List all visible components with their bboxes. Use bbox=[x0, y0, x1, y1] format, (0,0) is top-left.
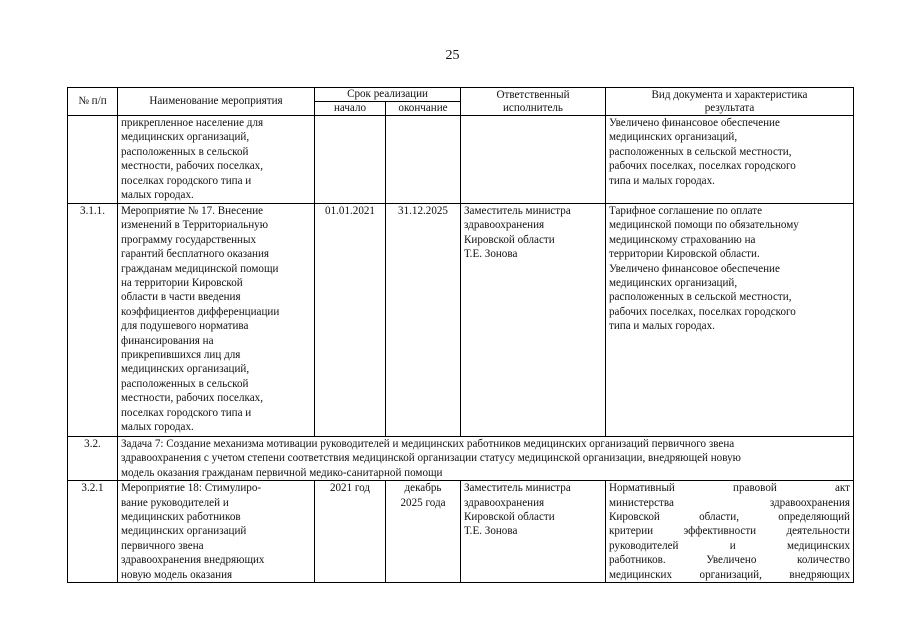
header-document-line2: результата bbox=[704, 101, 755, 114]
header-document-line1: Вид документа и характеристика bbox=[651, 88, 808, 101]
header-number: № п/п bbox=[68, 88, 118, 116]
header-end: окончание bbox=[386, 102, 461, 116]
text-line: Кировской области, определяющий bbox=[609, 511, 850, 524]
text-line: Увеличено финансовое обеспечение bbox=[609, 117, 780, 129]
result-cell bbox=[606, 481, 854, 583]
task-row bbox=[68, 437, 854, 481]
responsible-cell bbox=[461, 481, 606, 583]
header-responsible bbox=[461, 88, 606, 116]
text-line: Заместитель министра bbox=[464, 482, 571, 495]
text-line: области в части введения bbox=[121, 291, 241, 304]
text-line: прикрепленное население для bbox=[121, 117, 264, 129]
text-line: медицинских организаций, bbox=[609, 131, 738, 144]
text-line: Заместитель министра bbox=[464, 205, 571, 217]
measures-table bbox=[67, 87, 854, 583]
text-line: руководителей и медицинских bbox=[609, 539, 850, 552]
text-line: рабочих поселках, поселках городского bbox=[609, 305, 796, 318]
text-line: территории Кировской области. bbox=[609, 248, 760, 261]
text-line: малых городах. bbox=[121, 189, 194, 202]
header-period: Срок реализации bbox=[315, 88, 461, 102]
result-cell bbox=[606, 204, 854, 437]
text-line: Тарифное соглашение по оплате bbox=[609, 205, 763, 217]
text-line: на территории Кировской bbox=[121, 277, 243, 290]
text-line: министерства здравоохранения bbox=[609, 496, 850, 509]
text-line: медицинских организаций, bbox=[121, 363, 250, 376]
text-line: здравоохранения bbox=[464, 496, 545, 509]
start-date-cell: 01.01.2021 bbox=[315, 204, 386, 437]
responsible-cell bbox=[461, 116, 606, 204]
text-line: медицинских организаций, bbox=[121, 131, 250, 144]
text-line: Т.Е. Зонова bbox=[464, 525, 518, 538]
responsible-cell bbox=[461, 204, 606, 437]
text-line: поселках городского типа и bbox=[121, 406, 252, 419]
text-line: малых городах. bbox=[121, 421, 194, 434]
text-line: Мероприятие № 17. Внесение bbox=[121, 205, 264, 217]
row-number: 3.2. bbox=[68, 437, 118, 481]
text-line: модель оказания гражданам первичной медико-санитарной помощи bbox=[121, 466, 443, 479]
activity-name-cell bbox=[118, 481, 315, 583]
text-line: медицинских организаций, bbox=[609, 277, 738, 290]
text-line: коэффициентов дифференциации bbox=[121, 305, 280, 318]
text-line: Кировской области bbox=[464, 511, 555, 524]
text-line: медицинских организаций bbox=[121, 525, 247, 538]
text-line: здравоохранения внедряющих bbox=[121, 554, 265, 567]
text-line: работников. Увеличено количество bbox=[609, 554, 850, 567]
text-line: типа и малых городах. bbox=[609, 174, 715, 187]
text-line: расположенных в сельской местности, bbox=[609, 291, 792, 304]
row-number: 3.1.1. bbox=[68, 204, 118, 437]
text-line: программу государственных bbox=[121, 233, 256, 246]
text-line: гражданам медицинской помощи bbox=[121, 262, 279, 275]
text-line: медицинских работников bbox=[121, 511, 241, 524]
text-line: Нормативный правовой акт bbox=[609, 482, 850, 495]
text-line: Увеличено финансовое обеспечение bbox=[609, 262, 780, 275]
text-line: критерии эффективности деятельности bbox=[609, 525, 850, 538]
start-date-cell bbox=[315, 116, 386, 204]
row-number bbox=[68, 116, 118, 204]
text-line: декабрь bbox=[404, 482, 442, 495]
text-line: Задача 7: Создание механизма мотивации руководителей и медицинских работников медицинских организаций первичного звена bbox=[121, 438, 735, 450]
text-line: рабочих поселках, поселках городского bbox=[609, 160, 796, 173]
text-line: медицинской помощи по обязательному bbox=[609, 219, 799, 232]
header-document-result bbox=[606, 88, 854, 116]
text-line: типа и малых городах. bbox=[609, 320, 715, 333]
text-line: Т.Е. Зонова bbox=[464, 248, 518, 261]
text-line: прикрепившихся лиц для bbox=[121, 349, 241, 362]
text-line: финансирования на bbox=[121, 334, 214, 347]
result-cell bbox=[606, 116, 854, 204]
page-number: 25 bbox=[445, 48, 460, 63]
text-line: 2025 года bbox=[400, 496, 446, 509]
text-line: вание руководителей и bbox=[121, 496, 229, 509]
row-number: 3.2.1 bbox=[68, 481, 118, 583]
header-start: начало bbox=[315, 102, 386, 116]
start-date-cell: 2021 год bbox=[315, 481, 386, 583]
header-responsible-line1: Ответственный bbox=[496, 88, 570, 101]
text-line: расположенных в сельской местности, bbox=[609, 145, 792, 158]
table-row bbox=[68, 204, 854, 437]
text-line: гарантий бесплатного оказания bbox=[121, 248, 270, 261]
text-line: расположенных в сельской bbox=[121, 377, 249, 390]
activity-name-cell bbox=[118, 116, 315, 204]
text-line: расположенных в сельской bbox=[121, 145, 249, 158]
end-date-cell bbox=[386, 116, 461, 204]
table-row bbox=[68, 116, 854, 204]
text-line: изменений в Территориальную bbox=[121, 219, 268, 232]
text-line: первичного звена bbox=[121, 539, 204, 552]
text-line: Мероприятие 18: Стимулиро- bbox=[121, 482, 262, 495]
table-row bbox=[68, 481, 854, 583]
text-line: здравоохранения bbox=[464, 219, 545, 232]
task-description bbox=[118, 437, 854, 481]
header-activity-name: Наименование мероприятия bbox=[118, 88, 315, 116]
text-line: медицинских организаций, внедряющих bbox=[609, 568, 850, 581]
text-line: для подушевого норматива bbox=[121, 320, 249, 333]
text-line: здравоохранения с учетом степени соответствия медицинской организации статусу медицинской организации, внедряющей новую bbox=[121, 452, 741, 465]
end-date-cell bbox=[386, 481, 461, 583]
text-line: новую модель оказания bbox=[121, 568, 233, 581]
text-line: поселках городского типа и bbox=[121, 174, 252, 187]
text-line: местности, рабочих поселках, bbox=[121, 392, 263, 405]
header-responsible-line2: исполнитель bbox=[503, 101, 563, 114]
text-line: местности, рабочих поселках, bbox=[121, 160, 263, 173]
end-date-cell: 31.12.2025 bbox=[386, 204, 461, 437]
text-line: Кировской области bbox=[464, 233, 555, 246]
activity-name-cell bbox=[118, 204, 315, 437]
text-line: медицинскому страхованию на bbox=[609, 233, 756, 246]
